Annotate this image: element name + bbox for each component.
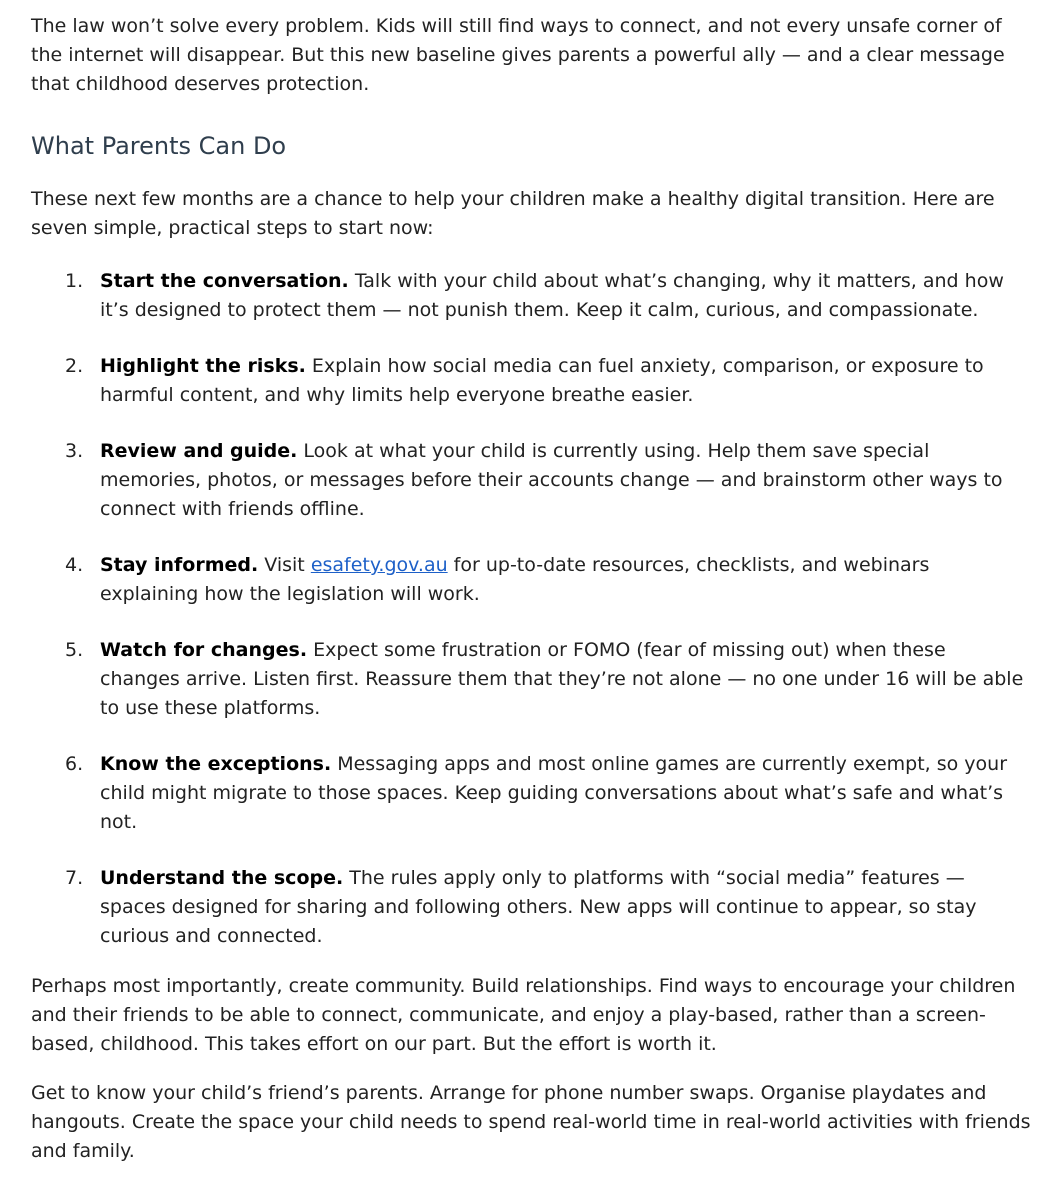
list-item-number: 7.	[65, 867, 84, 889]
list-item-title: Start the conversation.	[100, 270, 349, 292]
lead-paragraph: These next few months are a chance to help your children make a healthy digital transition. Here are seven simple, practical steps to start now:	[31, 188, 995, 239]
intro-paragraph: The law won’t solve every problem. Kids will still find ways to connect, and not every unsafe corner of the internet will disappear. But this new baseline gives parents a powerful ally — and a clear message that childhood deserves protection.	[31, 15, 1005, 95]
list-item-number: 4.	[65, 554, 84, 576]
list-item-number: 6.	[65, 753, 84, 775]
list-item-title: Highlight the risks.	[100, 355, 306, 377]
list-item	[31, 551, 1031, 609]
list-item-text: Expect some frustration or FOMO (fear of missing out) when these changes arrive. Listen first. Reassure them that they’re not alone — no one under 16 will be able to use these platforms.	[100, 639, 1024, 719]
list-item	[31, 636, 1031, 723]
article-body	[31, 12, 1031, 1166]
list-item-text-after-link: for up-to-date resources, checklists, and webinars explaining how the legislation will work.	[100, 554, 930, 605]
list-item-text-before-link: Visit	[258, 554, 311, 576]
list-item	[31, 864, 1031, 951]
list-item-number: 3.	[65, 440, 84, 462]
list-item-text: Explain how social media can fuel anxiety, comparison, or exposure to harmful content, and why limits help everyone breathe easier.	[100, 355, 984, 406]
list-item-title: Review and guide.	[100, 440, 298, 462]
list-item-text: The rules apply only to platforms with “social media” features — spaces designed for sharing and following others. New apps will continue to appear, so stay curious and connected.	[100, 867, 977, 947]
list-item-text: Messaging apps and most online games are currently exempt, so your child might migrate to those spaces. Keep guiding conversations about what’s safe and what’s not.	[100, 753, 1008, 833]
closing-paragraph-community: Perhaps most importantly, create community. Build relationships. Find ways to encourage your children and their friends to be able to connect, communicate, and enjoy a play-based, rather than a screen-based, childhood. This takes effort on our part. But the effort is worth it.	[31, 975, 1016, 1055]
list-item-title: Know the exceptions.	[100, 753, 332, 775]
list-item	[31, 750, 1031, 837]
list-item	[31, 267, 1031, 325]
closing-paragraph-parents: Get to know your child’s friend’s parents. Arrange for phone number swaps. Organise playdates and hangouts. Create the space your child needs to spend real-world time in real-world activities with friends and family.	[31, 1082, 1031, 1162]
section-heading: What Parents Can Do	[31, 132, 287, 160]
list-item-number: 1.	[65, 270, 84, 292]
list-item-title: Understand the scope.	[100, 867, 344, 889]
list-item-text: Look at what your child is currently using. Help them save special memories, photos, or messages before their accounts change — and brainstorm other ways to connect with friends offline.	[100, 440, 1003, 520]
esafety-link[interactable]: esafety.gov.au	[310, 554, 448, 576]
list-item-title: Watch for changes.	[100, 639, 308, 661]
list-item	[31, 437, 1031, 524]
list-item-number: 2.	[65, 355, 84, 377]
list-item-title: Stay informed.	[100, 554, 259, 576]
list-item	[31, 352, 1031, 410]
list-item-number: 5.	[65, 639, 84, 661]
list-item-text: Talk with your child about what’s changing, why it matters, and how it’s designed to protect them — not punish them. Keep it calm, curious, and compassionate.	[100, 270, 1004, 321]
steps-list	[31, 267, 1031, 951]
